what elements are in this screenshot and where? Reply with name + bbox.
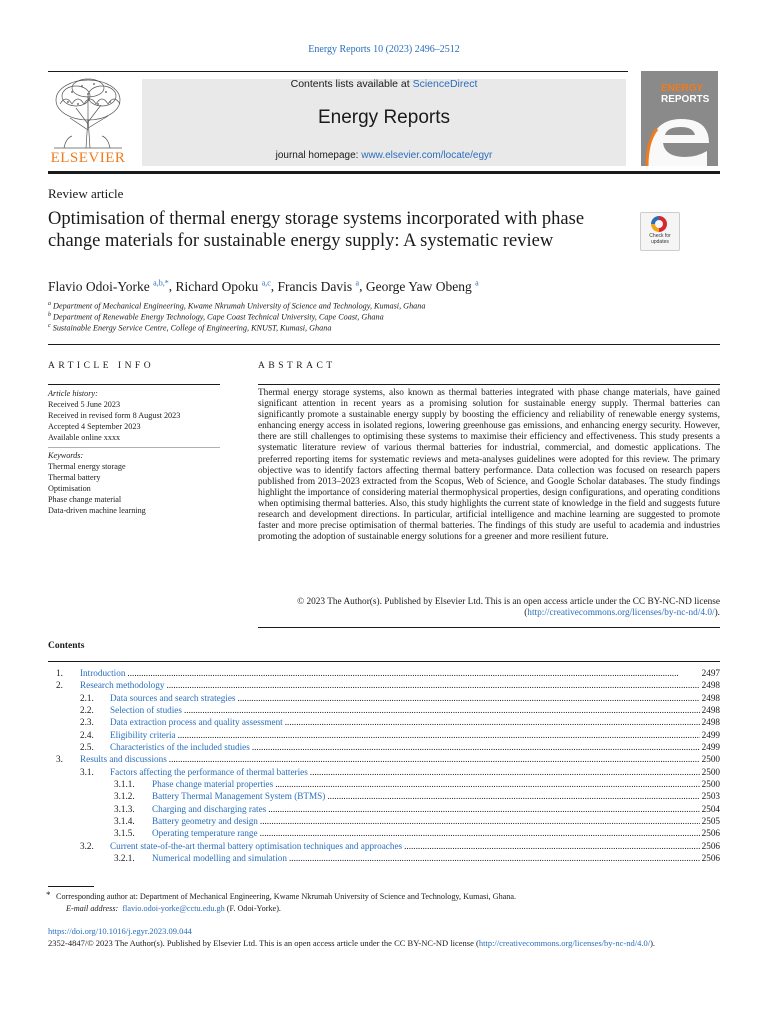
toc-title-link[interactable]: Phase change material properties [152, 779, 274, 790]
cover-title: ENERGY REPORTS [661, 83, 710, 105]
doi-link[interactable]: https://doi.org/10.1016/j.egyr.2023.09.044 [48, 926, 192, 936]
toc-entry[interactable] [48, 679, 720, 691]
toc-entry[interactable] [48, 753, 720, 765]
affiliation: $^a$ Department of Mechanical Engineering, Kwame Nkrumah University of Science and Technology, Kumasi, Ghana [48, 301, 426, 311]
toc-title-link[interactable]: Numerical modelling and simulation [152, 853, 287, 864]
copyright-line: 2352-4847/© 2023 The Author(s). Published by Elsevier Ltd. This is an open access article under the CC BY-NC-ND license (http://creativecommons.org/licenses/by-nc-nd/4.0/). [48, 938, 656, 948]
author[interactable]: Flavio Odoi-Yorke $^{a,b,*}$ [48, 278, 169, 294]
table-of-contents [48, 667, 720, 865]
keyword: Phase change material [48, 495, 122, 504]
toc-entry[interactable] [48, 827, 720, 839]
toc-page-number: 2504 [701, 803, 720, 814]
history-item: Received 5 June 2023 [48, 400, 121, 409]
footnote-rule [48, 886, 94, 887]
journal-title: Energy Reports [317, 107, 450, 128]
toc-number: 2.2. [80, 705, 94, 716]
corresponding-author-note: * Corresponding author at: Department of Mechanical Engineering, Kwame Nkrumah University of Science and Technology, Kumasi, Ghana. [46, 890, 517, 901]
toc-entry[interactable] [48, 729, 720, 741]
contents-heading: Contents [48, 641, 85, 651]
keyword: Optimisation [48, 484, 91, 493]
toc-title-link[interactable]: Current state-of-the-art thermal battery optimisation techniques and approaches [110, 840, 403, 851]
section-rule [48, 344, 720, 345]
toc-leader-dots [178, 729, 700, 741]
toc-number: 3.1.4. [114, 816, 135, 827]
toc-leader-dots [327, 790, 699, 802]
toc-title-link[interactable]: Selection of studies [110, 705, 182, 716]
toc-entry[interactable] [48, 778, 720, 790]
toc-page-number: 2497 [701, 668, 720, 678]
toc-leader-dots [184, 704, 700, 716]
toc-entry[interactable] [48, 803, 720, 815]
toc-title-link[interactable]: Operating temperature range [152, 828, 258, 839]
journal-homepage-link[interactable]: www.elsevier.com/locate/egyr [361, 150, 493, 161]
toc-title-link[interactable]: Research methodology [80, 680, 165, 691]
toc-title-link[interactable]: Results and discussions [80, 754, 167, 765]
toc-page-number: 2506 [701, 840, 720, 851]
toc-leader-dots [252, 741, 700, 753]
history-label: Article history: [48, 389, 98, 398]
history-item: Accepted 4 September 2023 [48, 422, 141, 431]
toc-leader-dots [127, 667, 699, 679]
toc-number: 3.1.1. [114, 779, 135, 790]
article-title: Optimisation of thermal energy storage systems incorporated with phase change materials for sustainable energy supply: A systematic review [48, 209, 585, 251]
toc-title-link[interactable]: Factors affecting the performance of thermal batteries [110, 766, 308, 777]
toc-number: 3.1. [80, 766, 94, 777]
license-link[interactable]: http://creativecommons.org/licenses/by-nc-nd/4.0/ [527, 608, 715, 619]
rights-license-link[interactable]: http://creativecommons.org/licenses/by-nc-nd/4.0/ [478, 938, 651, 948]
toc-number: 2.5. [80, 742, 94, 753]
toc-number: 1. [56, 668, 63, 678]
toc-leader-dots [169, 753, 700, 765]
toc-page-number: 2499 [701, 729, 720, 740]
history-item: Available online xxxx [48, 433, 121, 442]
toc-page-number: 2498 [701, 705, 720, 716]
toc-entry[interactable] [48, 766, 720, 778]
masthead-top-rule [48, 71, 628, 72]
keyword: Thermal energy storage [48, 462, 126, 471]
toc-number: 2.1. [80, 692, 94, 703]
toc-leader-dots [310, 766, 700, 778]
article-info-divider [48, 447, 220, 448]
keywords [48, 450, 223, 516]
cover-e-graphic [641, 111, 718, 166]
toc-page-number: 2498 [701, 680, 720, 691]
toc-number: 3.1.2. [114, 791, 135, 802]
toc-leader-dots [166, 679, 699, 691]
toc-page-number: 2500 [701, 766, 720, 777]
toc-title-link[interactable]: Data sources and search strategies [110, 692, 236, 703]
email-link[interactable]: flavio.odoi-yorke@cctu.edu.gh [122, 904, 225, 913]
toc-entry[interactable] [48, 716, 720, 728]
toc-page-number: 2498 [701, 692, 720, 703]
toc-number: 3.1.5. [114, 828, 135, 839]
toc-number: 2.4. [80, 729, 94, 740]
toc-page-number: 2498 [701, 717, 720, 728]
toc-entry[interactable] [48, 692, 720, 704]
toc-page-number: 2506 [701, 828, 720, 839]
toc-leader-dots [260, 815, 700, 827]
article-type: Review article [48, 186, 124, 201]
toc-entry[interactable] [48, 667, 720, 679]
abstract-body: Thermal energy storage systems, also known as thermal batteries integrated with phase change materials, have gained significant attention in recent years as a promising solution for sustainable energy supply. Thermal batteries can significantly promote a sustainable energy supply by boosting the efficiency and reliability of renewable energy systems, enhancing energy access in isolated regions, lowering greenhouse gas emissions, and enhancing energy security. However, there are still challenges to optimising these systems to maximise their efficiency and effectiveness. This study presents a systematic literature review of various thermal batteries for industrial, commercial, and domestic applications. The preferred reporting items for systematic reviews and meta-analyses guidelines were adopted for this review. The primary objective was to identify factors affecting thermal battery performance. Data collection was focused on research papers published from 2013–2023 extracted from the Scopus, Web of Science, and Google Scholar databases. The study findings highlight the importance of considering material thermophysical properties, design configurations, and operating conditions when optimising thermal batteries. Also, this study highlights the current state of knowledge in the field and suggests future research and development directions. In particular, artificial intelligence and machine learning are suggested to promote faster and more precise optimisation of thermal batteries. The findings of this study are useful to academia and industries promoting the adoption of sustainable energy solutions for a greener and more resilient future. [258, 388, 720, 543]
masthead-bottom-rule [48, 171, 720, 174]
toc-entry[interactable] [48, 741, 720, 753]
toc-number: 2.3. [80, 717, 94, 728]
abstract-bottom-rule [258, 627, 720, 628]
author-list: Flavio Odoi-Yorke $^{a,b,*}$, Richard Opoku $^{a,c}$, Francis Davis $^a$, George Yaw Obeng $^a$ [48, 278, 479, 294]
toc-number: 2. [56, 680, 63, 691]
toc-title-link[interactable]: Charging and discharging rates [152, 803, 267, 814]
keyword: Thermal battery [48, 473, 101, 482]
toc-page-number: 2506 [701, 853, 720, 864]
toc-title-link[interactable]: Data extraction process and quality assessment [110, 717, 283, 728]
toc-entry[interactable] [48, 704, 720, 716]
author[interactable]: George Yaw Obeng $^a$ [365, 278, 479, 294]
sciencedirect-link[interactable]: ScienceDirect [412, 78, 478, 90]
article-info-rule [48, 384, 220, 385]
author[interactable]: Richard Opoku $^{a,c}$ [175, 278, 271, 294]
check-updates-label: Check for updates [649, 233, 671, 245]
keyword: Data-driven machine learning [48, 506, 146, 515]
toc-number: 3.1.3. [114, 803, 135, 814]
article-info-heading: ARTICLE INFO [48, 361, 155, 371]
history-item: Received in revised form 8 August 2023 [48, 411, 181, 420]
journal-cover-thumbnail[interactable] [641, 71, 718, 166]
abstract-license: © 2023 The Author(s). Published by Elsevier Ltd. This is an open access article under the CC BY-NC-ND license (http://creativecommons.org/licenses/by-nc-nd/4.0/). [297, 597, 720, 619]
author[interactable]: Francis Davis $^a$ [277, 278, 360, 294]
keywords-label: Keywords: [48, 451, 84, 460]
toc-leader-dots [260, 827, 700, 839]
abstract-rule [258, 384, 720, 385]
abstract-heading: ABSTRACT [258, 361, 336, 371]
affiliation: $^b$ Department of Renewable Energy Technology, Cape Coast Technical University, Cape Coast, Ghana [48, 312, 384, 322]
journal-reference-link[interactable]: Energy Reports 10 (2023) 2496–2512 [308, 44, 460, 55]
toc-entry[interactable] [48, 790, 720, 802]
toc-number: 3.2.1. [114, 853, 135, 864]
toc-entry[interactable] [48, 852, 720, 864]
contents-rule [48, 661, 720, 662]
elsevier-wordmark: ELSEVIER [50, 150, 126, 166]
toc-number: 3. [56, 754, 63, 765]
email-note: E-mail address: flavio.odoi-yorke@cctu.edu.gh (F. Odoi-Yorke). [66, 904, 281, 913]
affiliation: $^c$ Sustainable Energy Service Centre, College of Engineering, KNUST, Kumasi, Ghana [48, 323, 332, 333]
toc-leader-dots [404, 840, 700, 852]
toc-title-link[interactable]: Eligibility criteria [110, 729, 176, 740]
toc-entry[interactable] [48, 815, 720, 827]
check-updates-icon [651, 216, 667, 232]
toc-title-link[interactable]: Battery geometry and design [152, 816, 258, 827]
toc-leader-dots [275, 778, 699, 790]
toc-leader-dots [289, 852, 700, 864]
toc-page-number: 2499 [701, 742, 720, 753]
toc-number: 3.2. [80, 840, 94, 851]
contents-available-line: Contents lists available at ScienceDirect [290, 78, 478, 90]
journal-homepage-line: journal homepage: www.elsevier.com/locate/egyr [275, 150, 493, 161]
toc-title-link[interactable]: Battery Thermal Management System (BTMS) [152, 791, 326, 802]
toc-page-number: 2500 [701, 779, 720, 790]
toc-leader-dots [238, 692, 700, 704]
toc-page-number: 2500 [701, 754, 720, 765]
toc-title-link[interactable]: Introduction [80, 668, 126, 678]
toc-title-link[interactable]: Characteristics of the included studies [110, 742, 250, 753]
toc-page-number: 2505 [701, 816, 720, 827]
toc-leader-dots [285, 716, 700, 728]
toc-leader-dots [268, 803, 699, 815]
toc-entry[interactable] [48, 840, 720, 852]
toc-page-number: 2503 [701, 791, 720, 802]
article-history [48, 388, 223, 443]
check-for-updates-badge[interactable] [640, 212, 680, 251]
